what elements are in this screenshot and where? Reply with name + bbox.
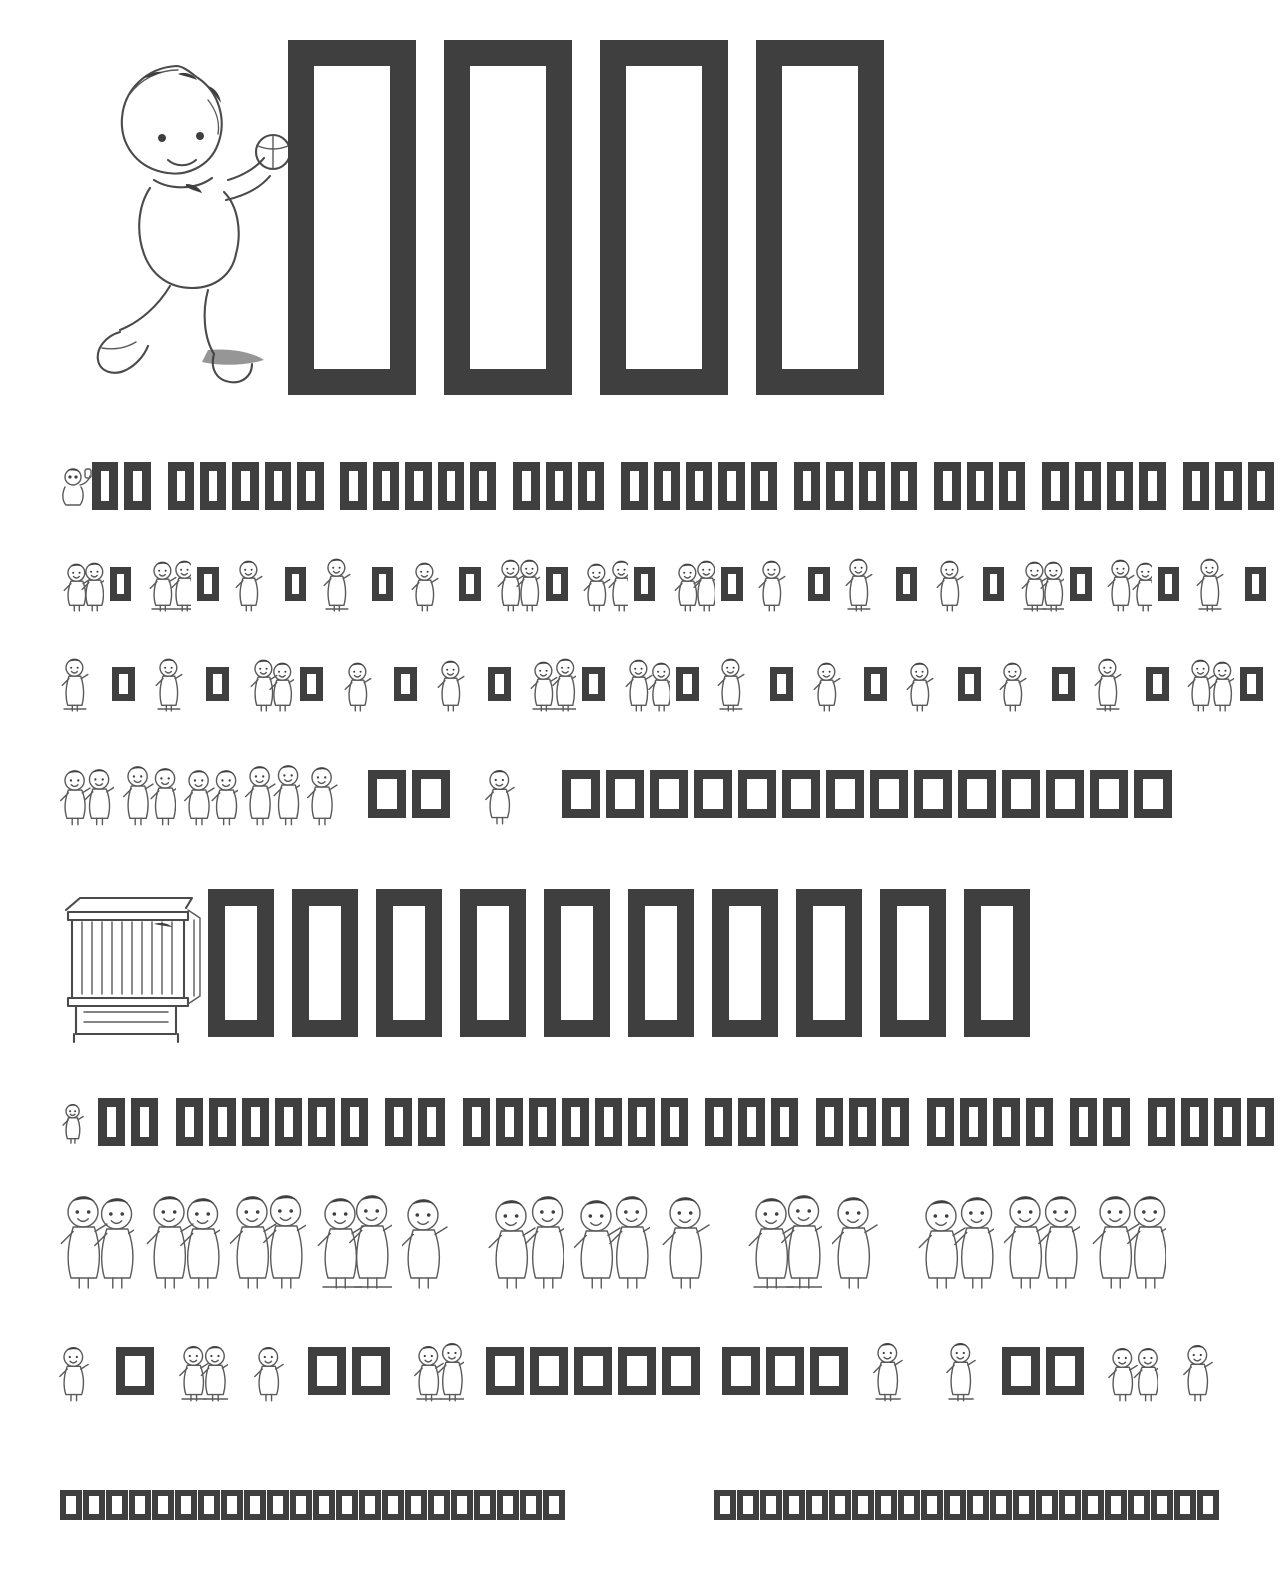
glyph-box <box>562 770 600 818</box>
glyph-box <box>496 1098 523 1146</box>
stroller-icon <box>528 656 576 712</box>
glyph-box <box>385 1098 412 1146</box>
glyph-box <box>221 1490 243 1520</box>
glyph-box <box>595 1098 622 1146</box>
glyph-box <box>600 40 728 395</box>
glyph-box <box>882 1098 909 1146</box>
footer-row <box>0 1490 1280 1550</box>
glyph-box <box>300 667 323 701</box>
child-reading-icon <box>1186 656 1234 712</box>
text-line-3 <box>0 656 1280 726</box>
footer-left-glyphs <box>60 1490 566 1520</box>
glyph-box <box>1174 1490 1196 1520</box>
glyph-box <box>209 1098 236 1146</box>
glyph-box <box>760 1490 782 1520</box>
baby-with-bottle-icon <box>58 465 92 507</box>
glyph-box <box>960 1098 987 1146</box>
text-line-5 <box>0 1098 1280 1158</box>
two-boys-talking-icon <box>58 762 114 826</box>
children-on-sofa-icon <box>182 762 238 826</box>
glyph-box <box>244 1490 266 1520</box>
baby-crawling-toy-icon <box>582 556 628 612</box>
glyph-box <box>806 1490 828 1520</box>
baby-graduate-icon <box>402 1190 478 1290</box>
glyph-box <box>628 1098 655 1146</box>
baby-graduate-2-icon <box>1004 1190 1080 1290</box>
glyph-box <box>288 40 416 395</box>
glyph-box <box>83 1490 105 1520</box>
glyph-box <box>405 1490 427 1520</box>
glyph-box <box>428 1490 450 1520</box>
baby-with-toys-icon <box>574 1190 650 1290</box>
glyph-box <box>290 1490 312 1520</box>
baby-bath-time-icon <box>660 1190 736 1290</box>
glyph-box <box>1151 1490 1173 1520</box>
glyph-box <box>1046 770 1084 818</box>
glyph-box <box>1090 770 1128 818</box>
glyph-box <box>849 1098 876 1146</box>
baby-crawling-side-icon <box>152 656 200 712</box>
glyph-box <box>206 667 229 701</box>
glyph-box <box>308 1347 346 1395</box>
girl-with-doll-icon <box>244 762 300 826</box>
glyph-box <box>372 567 393 601</box>
glyph-box <box>1052 667 1075 701</box>
baby-crib-icon <box>58 880 208 1045</box>
glyph-box <box>112 667 135 701</box>
glyph-box <box>129 1490 151 1520</box>
glyph-box <box>606 770 644 818</box>
baby-sitting-teddy-icon <box>320 556 366 612</box>
glyph-box <box>1013 1490 1035 1520</box>
glyph-box <box>944 1490 966 1520</box>
children-playing-group-icon <box>870 1340 922 1402</box>
glyph-box <box>285 567 306 601</box>
toddler-with-puppy-icon <box>904 656 952 712</box>
glyph-box <box>756 40 884 395</box>
baby-crawling-icon <box>756 556 802 612</box>
baby-drinking-bottle-icon <box>340 656 388 712</box>
boy-on-scooter-icon <box>1180 1340 1232 1402</box>
glyph-box <box>826 770 864 818</box>
clipart-line-6 <box>0 1190 1280 1310</box>
glyph-box <box>1082 1490 1104 1520</box>
child-with-phone-icon <box>944 1340 996 1402</box>
changing-table-icon <box>250 1340 302 1402</box>
baby-sitting-up-icon <box>1106 556 1152 612</box>
glyph-box <box>958 770 996 818</box>
glyph-box <box>782 770 820 818</box>
glyph-box <box>308 1098 335 1146</box>
baby-with-bottle-icon <box>58 1100 92 1144</box>
text-line-1 <box>0 462 1280 522</box>
glyph-box <box>1240 667 1263 701</box>
glyph-box <box>546 567 567 601</box>
glyph-box <box>529 1098 556 1146</box>
glyph-box <box>676 667 699 701</box>
glyph-box <box>958 667 981 701</box>
stroller-icon <box>412 1340 464 1402</box>
glyph-box <box>1103 1098 1130 1146</box>
glyph-box <box>352 1347 390 1395</box>
footer-right-glyphs <box>714 1490 1220 1520</box>
baby-in-walker-icon <box>145 556 191 612</box>
baby-with-graduation-cap-icon <box>669 556 715 612</box>
glyph-box <box>990 1490 1012 1520</box>
glyph-box <box>198 1490 220 1520</box>
glyph-box <box>543 1490 565 1520</box>
glyph-box <box>738 770 776 818</box>
glyph-box <box>864 667 887 701</box>
mother-feeding-baby-icon <box>230 1190 306 1290</box>
glyph-box <box>852 1490 874 1520</box>
glyph-box <box>152 1490 174 1520</box>
glyph-box <box>520 1490 542 1520</box>
stroller-with-baby-icon <box>58 1190 134 1290</box>
glyph-box <box>574 1347 612 1395</box>
glyph-box <box>721 567 742 601</box>
bassinet-3-icon <box>1090 1190 1166 1290</box>
boy-running-icon <box>482 763 530 825</box>
glyph-box <box>1134 770 1172 818</box>
glyph-box <box>175 1490 197 1520</box>
baby-with-parent-icon <box>434 656 482 712</box>
glyph-box <box>582 667 605 701</box>
glyph-box <box>1059 1490 1081 1520</box>
glyph-box <box>110 567 131 601</box>
glyph-box <box>116 1347 154 1395</box>
glyph-box <box>738 1098 765 1146</box>
glyph-box <box>783 1490 805 1520</box>
glyph-box <box>914 770 952 818</box>
glyph-box <box>1214 1098 1241 1146</box>
glyph-box <box>176 1098 203 1146</box>
glyph-box <box>1247 1098 1274 1146</box>
two-children-standing-icon <box>176 1340 228 1402</box>
glyph-box <box>1002 770 1040 818</box>
toddler-walking-icon <box>233 556 279 612</box>
glyph-box <box>131 1098 158 1146</box>
glyph-box <box>927 1098 954 1146</box>
glyph-box <box>705 1098 732 1146</box>
baby-playing-blocks-icon <box>1193 556 1239 612</box>
glyph-box <box>474 1490 496 1520</box>
glyph-box <box>242 1098 269 1146</box>
glyph-box <box>618 1347 656 1395</box>
glyph-box <box>661 1098 688 1146</box>
glyph-box <box>870 770 908 818</box>
glyph-box <box>463 1098 490 1146</box>
glyph-box <box>106 1490 128 1520</box>
children-playing-icon <box>716 656 764 712</box>
glyph-box <box>1146 667 1169 701</box>
glyph-box <box>359 1490 381 1520</box>
baby-standing-with-ball-icon <box>58 48 288 388</box>
bassinet-icon <box>488 1190 564 1290</box>
glyph-box <box>875 1490 897 1520</box>
text-line-4 <box>0 762 1280 842</box>
glyph-box <box>313 1490 335 1520</box>
glyph-box <box>993 1098 1020 1146</box>
boy-waving-icon <box>1106 1340 1158 1402</box>
child-on-rocking-horse-icon <box>306 762 362 826</box>
glyph-box <box>967 1490 989 1520</box>
glyph-box <box>341 1098 368 1146</box>
glyph-box <box>1026 1098 1053 1146</box>
toddler-standing-icon <box>144 1190 220 1290</box>
glyph-box <box>1046 1347 1084 1395</box>
baby-on-tummy-icon <box>494 556 540 612</box>
glyph-box <box>488 667 511 701</box>
glyph-box <box>694 770 732 818</box>
father-and-baby-icon <box>746 1190 822 1290</box>
glyph-box <box>444 40 572 395</box>
glyph-box <box>451 1490 473 1520</box>
glyph-box <box>382 1490 404 1520</box>
playpen-icon <box>246 656 294 712</box>
baby-holding-doll-icon <box>931 556 977 612</box>
glyph-box <box>766 1347 804 1395</box>
glyph-box <box>816 1098 843 1146</box>
glyph-box <box>412 770 450 818</box>
glyph-box <box>634 567 655 601</box>
glyph-box <box>770 667 793 701</box>
glyph-box <box>486 1347 524 1395</box>
crib-row <box>0 880 1280 1060</box>
glyph-box <box>808 567 829 601</box>
glyph-box <box>267 1490 289 1520</box>
glyph-box <box>1158 567 1179 601</box>
title-row <box>0 40 1280 440</box>
glyph-box <box>1245 567 1266 601</box>
glyph-box <box>1197 1490 1219 1520</box>
two-girls-icon <box>58 1340 110 1402</box>
baby-reading-book-icon <box>58 556 104 612</box>
glyph-box <box>1002 1347 1040 1395</box>
glyph-box <box>418 1098 445 1146</box>
baby-with-present-icon <box>316 1190 392 1290</box>
glyph-box <box>459 567 480 601</box>
glyph-box <box>60 1490 82 1520</box>
child-with-toy-icon <box>810 656 858 712</box>
glyph-box <box>562 1098 589 1146</box>
glyph-box <box>983 567 1004 601</box>
glyph-box <box>896 567 917 601</box>
glyph-box <box>921 1490 943 1520</box>
text-line-2 <box>0 556 1280 626</box>
glyph-box <box>336 1490 358 1520</box>
glyph-box <box>722 1347 760 1395</box>
glyph-box <box>771 1098 798 1146</box>
glyph-box <box>810 1347 848 1395</box>
glyph-box <box>530 1347 568 1395</box>
family-group-icon <box>1092 656 1140 712</box>
children-with-dog-icon <box>918 1190 994 1290</box>
baby-with-rattle-icon <box>844 556 890 612</box>
glyph-box <box>275 1098 302 1146</box>
glyph-box <box>368 770 406 818</box>
glyph-box <box>1148 1098 1175 1146</box>
glyph-box <box>662 1347 700 1395</box>
glyph-box <box>898 1490 920 1520</box>
glyph-box <box>650 770 688 818</box>
glyph-box <box>1070 1098 1097 1146</box>
two-children-hugging-icon <box>998 656 1046 712</box>
boy-and-girl-icon <box>120 762 176 826</box>
baby-clapping-icon <box>1018 556 1064 612</box>
glyph-box <box>98 1098 125 1146</box>
text-line-7 <box>0 1340 1280 1420</box>
glyph-box <box>197 567 218 601</box>
glyph-box <box>1128 1490 1150 1520</box>
glyph-box <box>714 1490 736 1520</box>
glyph-box <box>737 1490 759 1520</box>
glyph-box <box>1105 1490 1127 1520</box>
bassinet-2-icon <box>832 1190 908 1290</box>
glyph-box <box>1036 1490 1058 1520</box>
glyph-box <box>829 1490 851 1520</box>
glyph-box <box>497 1490 519 1520</box>
glyph-box <box>1070 567 1091 601</box>
glyph-box <box>394 667 417 701</box>
mother-and-baby-icon <box>58 656 106 712</box>
toddler-waving-icon <box>622 656 670 712</box>
changing-table-icon <box>407 556 453 612</box>
glyph-box <box>1181 1098 1208 1146</box>
